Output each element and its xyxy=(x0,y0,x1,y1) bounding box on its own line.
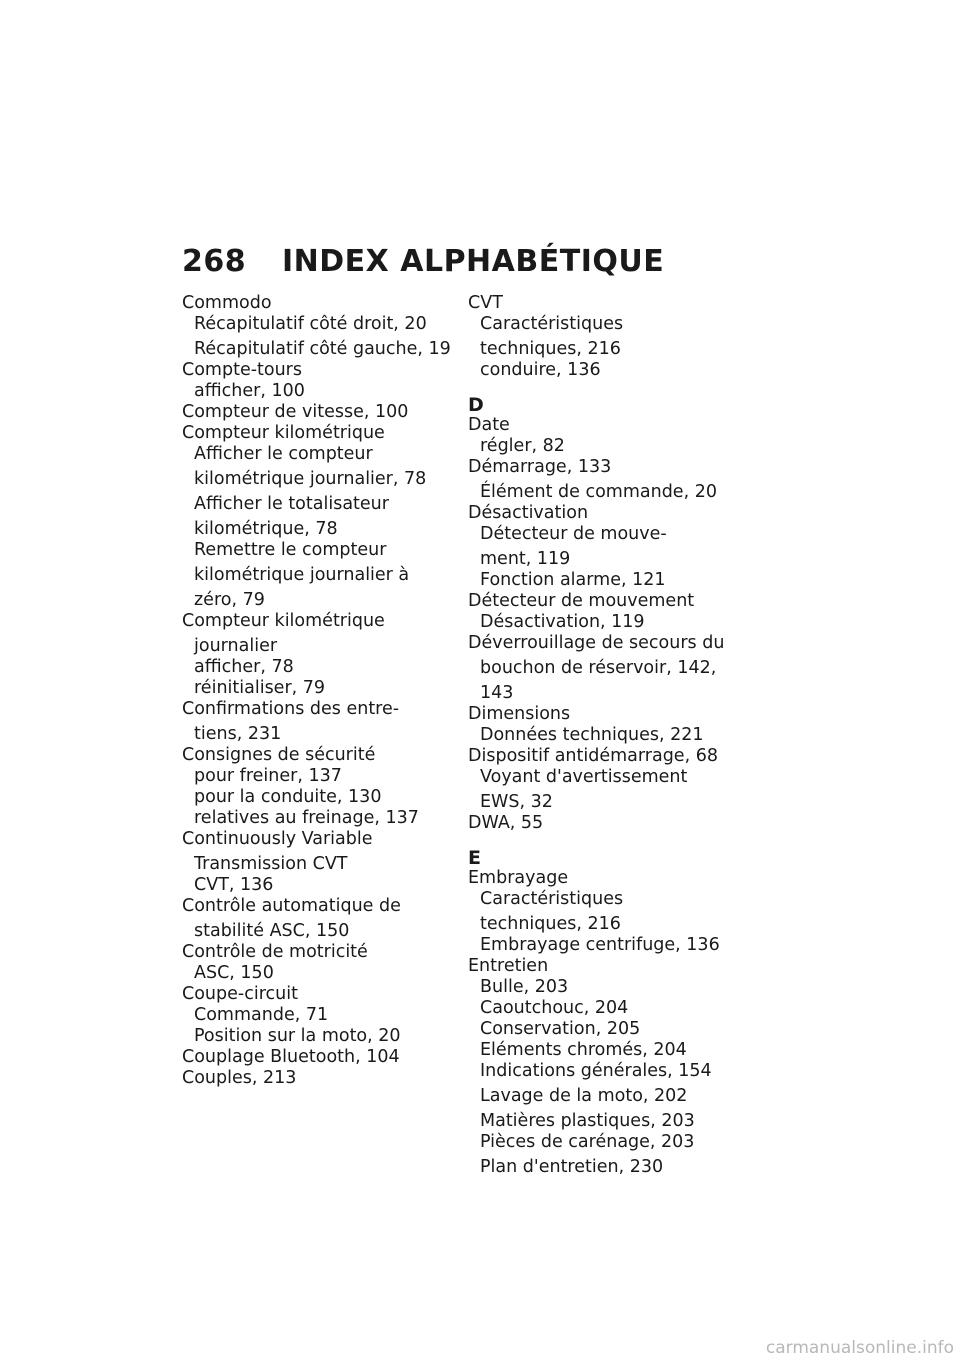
index-subentry: Récapitulatif côté gauche, 19 xyxy=(194,339,451,359)
index-subentry: Désactivation, 119 xyxy=(480,612,645,632)
index-subentry: Commande, 71 xyxy=(194,1005,329,1025)
index-subentry: Position sur la moto, 20 xyxy=(194,1026,401,1046)
index-subentry: Caractéristiques xyxy=(480,314,624,334)
index-entry: Dimensions xyxy=(468,704,571,724)
index-subentry: Embrayage centrifuge, 136 xyxy=(480,935,720,955)
index-subentry: ment, 119 xyxy=(480,549,571,569)
index-subentry: journalier xyxy=(194,636,278,656)
index-subentry: Plan d'entretien, 230 xyxy=(480,1157,664,1177)
index-subentry: 143 xyxy=(480,683,514,703)
index-subentry: Pièces de carénage, 203 xyxy=(480,1132,695,1152)
index-subentry: Voyant d'avertissement xyxy=(480,767,688,787)
index-subentry: techniques, 216 xyxy=(480,914,621,934)
index-entry: Compteur kilométrique xyxy=(182,423,385,443)
index-subentry: réinitialiser, 79 xyxy=(194,678,326,698)
index-subentry: Eléments chromés, 204 xyxy=(480,1040,687,1060)
page-number: 268 xyxy=(182,244,247,279)
index-section-letter: E xyxy=(468,847,481,869)
index-subentry: pour la conduite, 130 xyxy=(194,787,382,807)
index-entry: Dispositif antidémarrage, 68 xyxy=(468,746,718,766)
index-subentry: Détecteur de mouve- xyxy=(480,524,667,544)
index-subentry: bouchon de réservoir, 142, xyxy=(480,658,717,678)
index-subentry: Fonction alarme, 121 xyxy=(480,570,666,590)
index-entry: Compteur kilométrique xyxy=(182,611,385,631)
index-subentry: kilométrique, 78 xyxy=(194,519,338,539)
index-subentry: Matières plastiques, 203 xyxy=(480,1111,695,1131)
index-subentry: Conservation, 205 xyxy=(480,1019,641,1039)
index-subentry: Indications générales, 154 xyxy=(480,1061,712,1081)
index-subentry: techniques, 216 xyxy=(480,339,621,359)
index-subentry: Récapitulatif côté droit, 20 xyxy=(194,314,427,334)
index-subentry: Remettre le compteur xyxy=(194,540,387,560)
index-entry: Commodo xyxy=(182,293,272,313)
index-subentry: zéro, 79 xyxy=(194,590,265,610)
index-subentry: relatives au freinage, 137 xyxy=(194,808,419,828)
index-entry: CVT xyxy=(468,293,503,313)
index-entry: Détecteur de mouvement xyxy=(468,591,695,611)
index-entry: Confirmations des entre- xyxy=(182,699,400,719)
index-subentry: tiens, 231 xyxy=(194,724,282,744)
index-column-left xyxy=(182,293,450,1089)
index-entry: Continuously Variable xyxy=(182,829,373,849)
index-entry: Contrôle de motricité xyxy=(182,942,368,962)
page-title: INDEX ALPHABÉTIQUE xyxy=(282,244,665,279)
index-subentry: CVT, 136 xyxy=(194,875,274,895)
index-entry: Embrayage xyxy=(468,868,569,888)
index-subentry: Transmission CVT xyxy=(194,854,348,874)
index-subentry: kilométrique journalier, 78 xyxy=(194,469,427,489)
index-entry: Coupe-circuit xyxy=(182,984,298,1004)
index-subentry: stabilité ASC, 150 xyxy=(194,921,350,941)
index-subentry: Afficher le totalisateur xyxy=(194,494,389,514)
index-subentry: kilométrique journalier à xyxy=(194,565,410,585)
index-entry: Couples, 213 xyxy=(182,1068,297,1088)
index-entry: Compte-tours xyxy=(182,360,302,380)
index-subentry: EWS, 32 xyxy=(480,792,553,812)
index-entry: Déverrouillage de secours du xyxy=(468,633,725,653)
index-subentry: Données techniques, 221 xyxy=(480,725,704,745)
index-subentry: régler, 82 xyxy=(480,436,565,456)
index-entry: Consignes de sécurité xyxy=(182,745,376,765)
index-entry: DWA, 55 xyxy=(468,813,544,833)
index-entry: Date xyxy=(468,415,510,435)
index-entry: Entretien xyxy=(468,956,549,976)
index-subentry: conduire, 136 xyxy=(480,360,601,380)
index-entry: Contrôle automatique de xyxy=(182,896,401,916)
index-subentry: afficher, 78 xyxy=(194,657,294,677)
index-entry: Compteur de vitesse, 100 xyxy=(182,402,409,422)
index-entry: Couplage Bluetooth, 104 xyxy=(182,1047,400,1067)
index-section-letter: D xyxy=(468,394,484,416)
footer-watermark: carmanualsonline.info xyxy=(765,1338,954,1358)
index-subentry: Afficher le compteur xyxy=(194,444,373,464)
index-entry: Démarrage, 133 xyxy=(468,457,612,477)
index-column-right xyxy=(468,293,768,1178)
index-subentry: afficher, 100 xyxy=(194,381,305,401)
index-subentry: Élément de commande, 20 xyxy=(480,482,717,502)
index-subentry: ASC, 150 xyxy=(194,963,274,983)
index-subentry: pour freiner, 137 xyxy=(194,766,342,786)
index-subentry: Lavage de la moto, 202 xyxy=(480,1086,688,1106)
index-subentry: Bulle, 203 xyxy=(480,977,569,997)
index-subentry: Caractéristiques xyxy=(480,889,624,909)
index-subentry: Caoutchouc, 204 xyxy=(480,998,629,1018)
index-entry: Désactivation xyxy=(468,503,589,523)
page-header xyxy=(182,244,664,279)
